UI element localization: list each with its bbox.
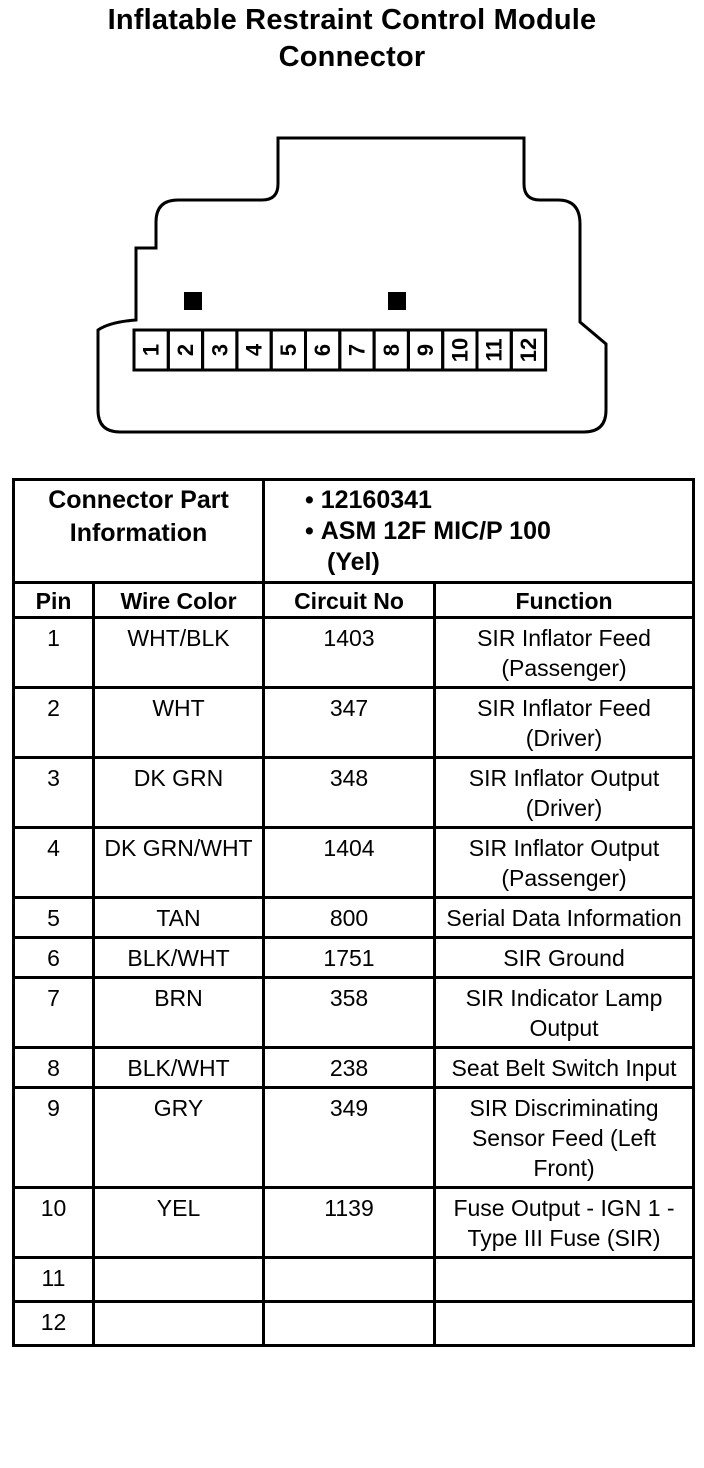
cell-wire-color: TAN — [94, 898, 264, 938]
pin-label-4: 4 — [241, 343, 267, 357]
cell-pin: 11 — [14, 1258, 94, 1302]
cell-function — [435, 1258, 694, 1302]
cell-function: SIR Inflator Feed (Driver) — [435, 688, 694, 758]
header-wire-color: Wire Color — [94, 583, 264, 618]
cell-wire-color: WHT/BLK — [94, 618, 264, 688]
cell-pin: 6 — [14, 938, 94, 978]
cell-function: SIR Inflator Output (Driver) — [435, 758, 694, 828]
keying-mark-right — [388, 292, 406, 310]
cell-wire-color: BLK/WHT — [94, 938, 264, 978]
table-row — [14, 1258, 694, 1302]
pin-label-9: 9 — [413, 343, 439, 357]
cell-pin: 5 — [14, 898, 94, 938]
cell-circuit-no — [264, 1258, 435, 1302]
pin-label-5: 5 — [275, 343, 301, 357]
table-row — [14, 688, 694, 758]
cell-wire-color: BLK/WHT — [94, 1048, 264, 1088]
cell-pin: 12 — [14, 1302, 94, 1346]
table-row — [14, 1188, 694, 1258]
cell-pin: 10 — [14, 1188, 94, 1258]
cell-wire-color: GRY — [94, 1088, 264, 1188]
cell-function: Fuse Output - IGN 1 - Type III Fuse (SIR) — [435, 1188, 694, 1258]
cell-pin: 1 — [14, 618, 94, 688]
pin-label-7: 7 — [344, 343, 370, 357]
cell-wire-color: YEL — [94, 1188, 264, 1258]
pin-label-3: 3 — [207, 343, 233, 357]
part-description: • ASM 12F MIC/P 100 — [305, 516, 688, 547]
connector-housing-outline — [98, 138, 606, 432]
cell-pin: 8 — [14, 1048, 94, 1088]
table-row — [14, 758, 694, 828]
part-info-row — [14, 480, 694, 583]
cell-circuit-no: 238 — [264, 1048, 435, 1088]
table-header-row — [14, 583, 694, 618]
table-row — [14, 898, 694, 938]
title-line-1: Inflatable Restraint Control Module — [107, 4, 597, 36]
pin-label-1: 1 — [138, 343, 164, 357]
table-row — [14, 1048, 694, 1088]
table-row — [14, 828, 694, 898]
part-info-values — [264, 480, 694, 583]
pin-label-11: 11 — [481, 338, 507, 362]
connector-pinout-table — [12, 478, 695, 1347]
pin-label-2: 2 — [172, 343, 198, 357]
cell-circuit-no: 358 — [264, 978, 435, 1048]
cell-circuit-no: 800 — [264, 898, 435, 938]
table-row — [14, 938, 694, 978]
title-line-2: Connector — [278, 41, 426, 73]
cell-function: Seat Belt Switch Input — [435, 1048, 694, 1088]
header-circuit-no: Circuit No — [264, 583, 435, 618]
table-row — [14, 1302, 694, 1346]
cell-wire-color: WHT — [94, 688, 264, 758]
cell-wire-color — [94, 1258, 264, 1302]
part-color: (Yel) — [327, 548, 380, 576]
header-function: Function — [435, 583, 694, 618]
cell-function: SIR Indicator Lamp Output — [435, 978, 694, 1048]
pin-label-8: 8 — [378, 343, 404, 357]
cell-pin: 3 — [14, 758, 94, 828]
cell-wire-color: DK GRN — [94, 758, 264, 828]
cell-circuit-no: 347 — [264, 688, 435, 758]
cell-function: SIR Inflator Feed (Passenger) — [435, 618, 694, 688]
cell-wire-color: DK GRN/WHT — [94, 828, 264, 898]
pin-label-6: 6 — [310, 343, 336, 357]
cell-circuit-no: 348 — [264, 758, 435, 828]
cell-function: Serial Data Information — [435, 898, 694, 938]
table-row — [14, 978, 694, 1048]
cell-circuit-no: 1751 — [264, 938, 435, 978]
cell-circuit-no: 1403 — [264, 618, 435, 688]
cell-function — [435, 1302, 694, 1346]
cell-circuit-no — [264, 1302, 435, 1346]
cell-pin: 4 — [14, 828, 94, 898]
cell-circuit-no: 1404 — [264, 828, 435, 898]
connector-pin-cavities — [134, 330, 546, 370]
part-number: • 12160341 — [305, 485, 688, 516]
cell-function: SIR Discriminating Sensor Feed (Left Front) — [435, 1088, 694, 1188]
cell-circuit-no: 349 — [264, 1088, 435, 1188]
cell-pin: 7 — [14, 978, 94, 1048]
keying-mark-left — [184, 292, 202, 310]
table-row — [14, 618, 694, 688]
cell-function: SIR Ground — [435, 938, 694, 978]
cell-circuit-no: 1139 — [264, 1188, 435, 1258]
pin-label-12: 12 — [515, 337, 541, 363]
cell-wire-color — [94, 1302, 264, 1346]
pin-label-10: 10 — [447, 337, 473, 363]
connector-face-diagram — [0, 0, 704, 450]
part-info-label: Connector Part Information — [14, 480, 264, 583]
cell-pin: 9 — [14, 1088, 94, 1188]
cell-wire-color: BRN — [94, 978, 264, 1048]
table-row — [14, 1088, 694, 1188]
header-pin: Pin — [14, 583, 94, 618]
cell-function: SIR Inflator Output (Passenger) — [435, 828, 694, 898]
cell-pin: 2 — [14, 688, 94, 758]
